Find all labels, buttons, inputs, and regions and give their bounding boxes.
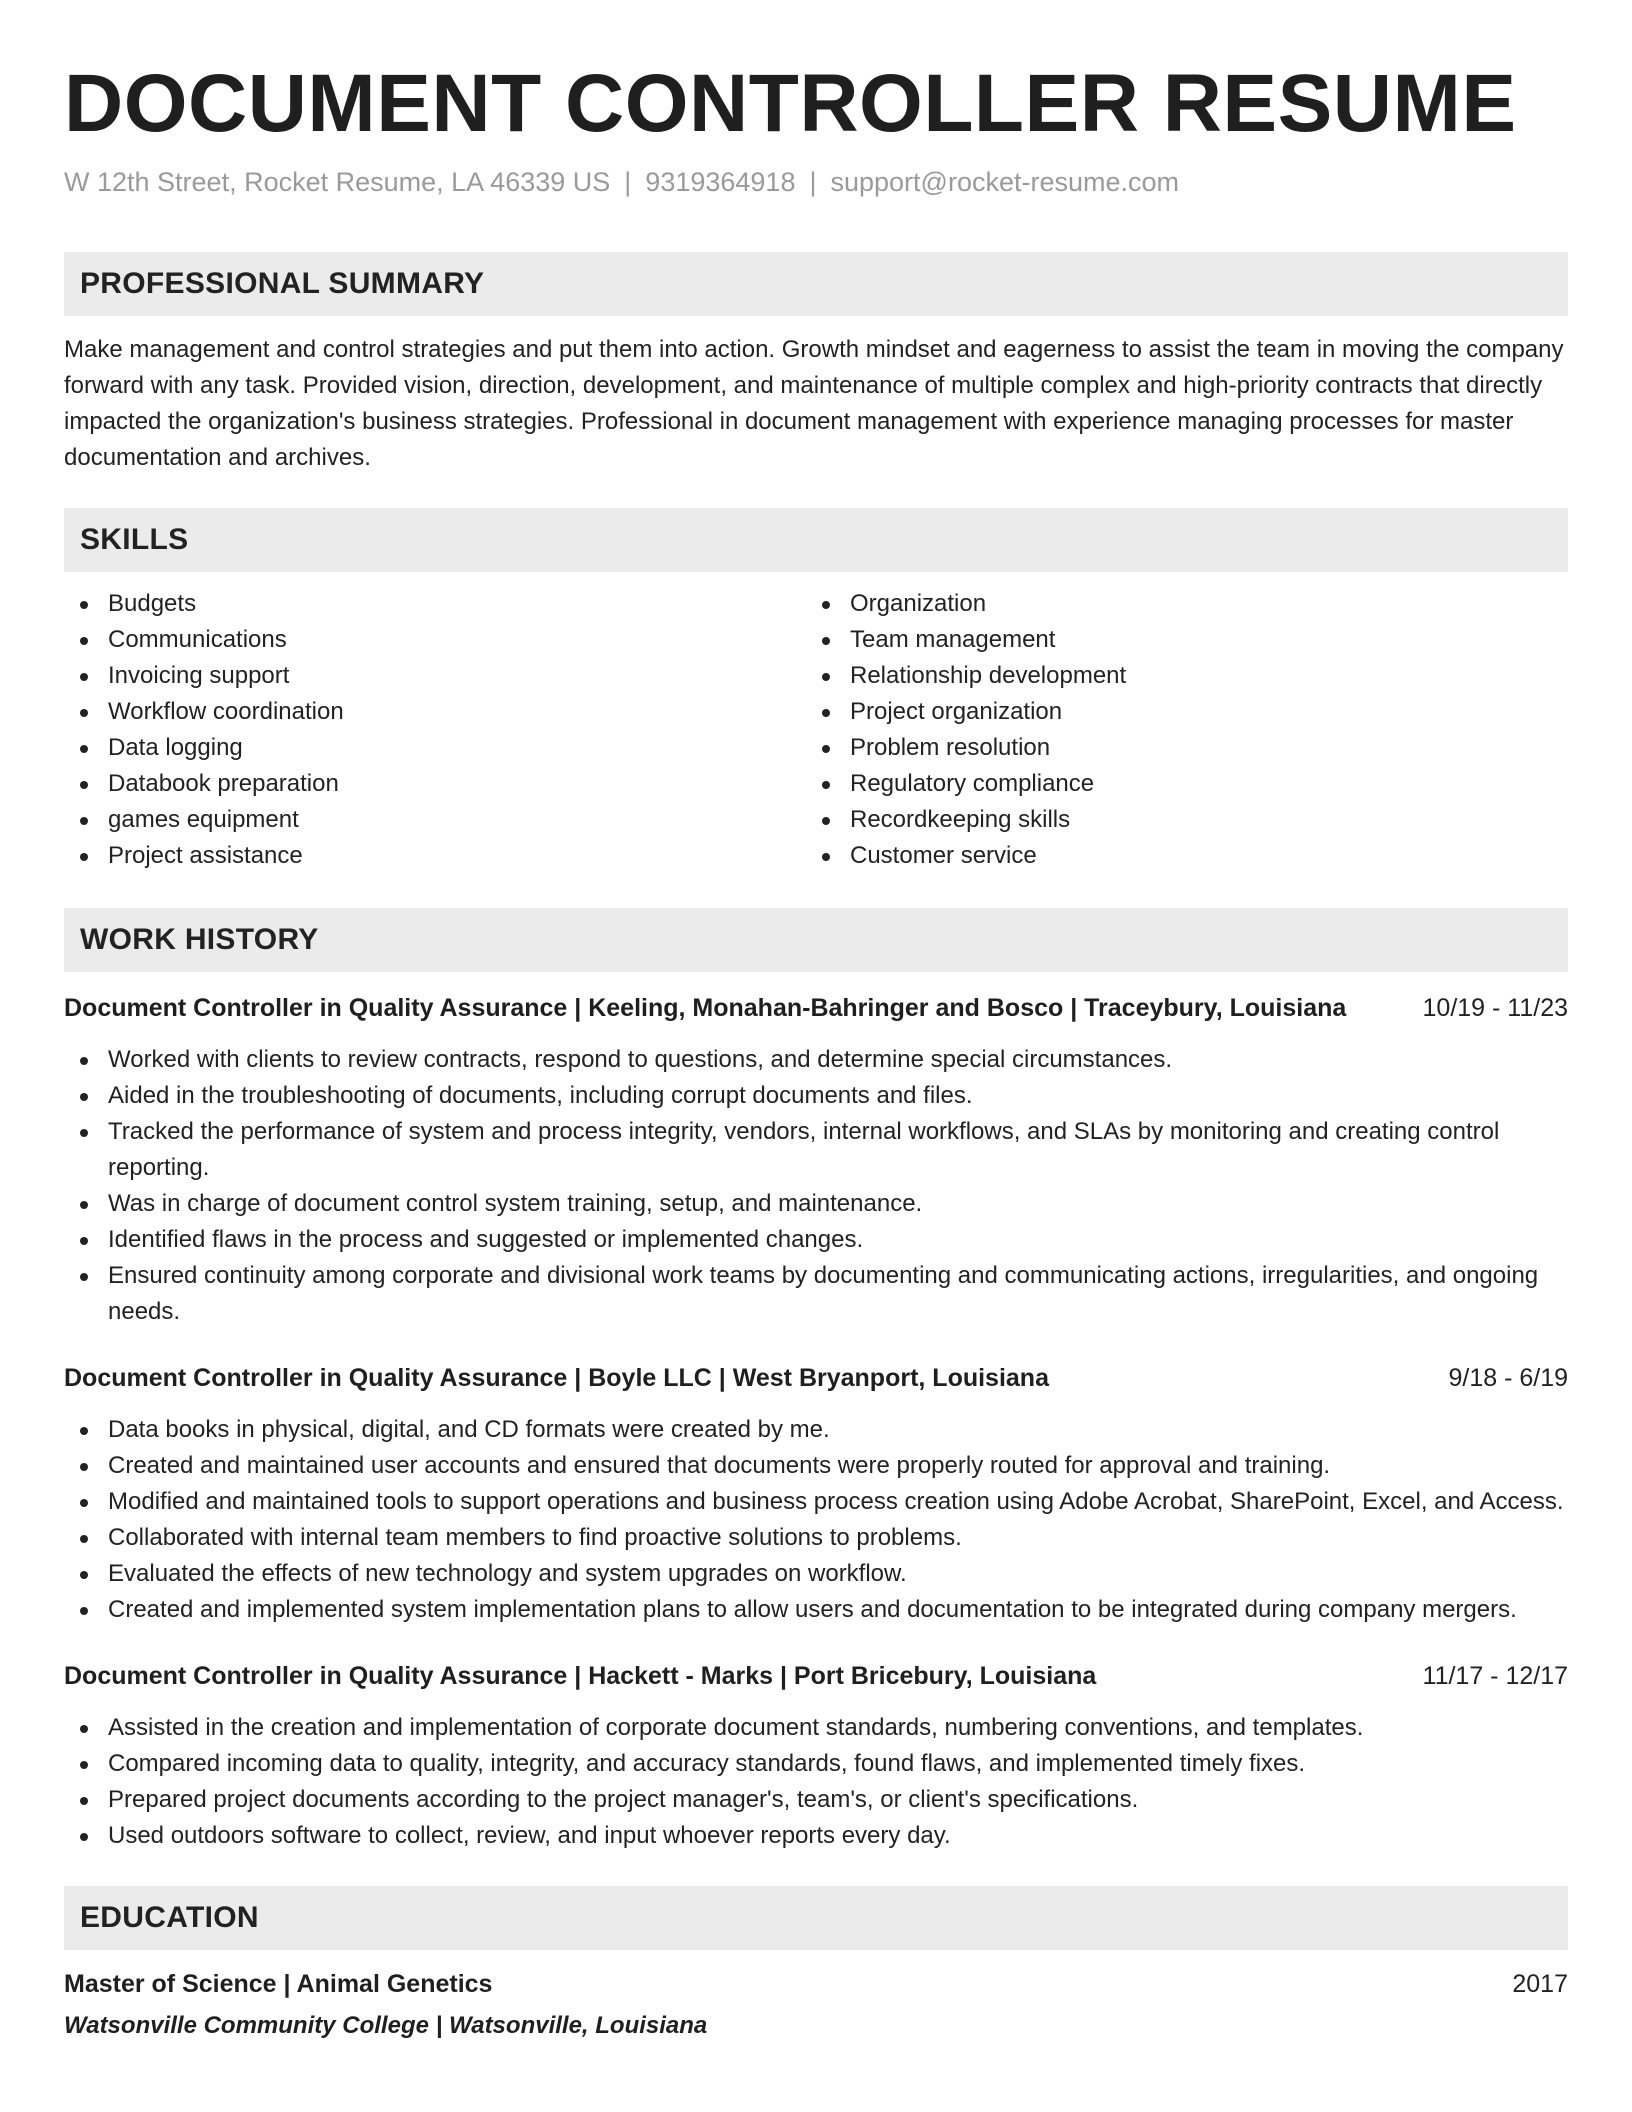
skill-item: Regulatory compliance — [850, 766, 1548, 802]
contact-phone: 9319364918 — [645, 167, 796, 197]
skill-item: Data logging — [108, 730, 806, 766]
job-bullets — [64, 1710, 1568, 1854]
job-header — [64, 1360, 1568, 1396]
skill-item: Workflow coordination — [108, 694, 806, 730]
skill-item: Problem resolution — [850, 730, 1548, 766]
job-entry — [64, 990, 1568, 1330]
job-entry — [64, 1360, 1568, 1628]
education-degree: Master of Science | Animal Genetics — [64, 1970, 493, 1998]
job-bullet: Created and maintained user accounts and ensured that documents were properly routed for approval and training. — [108, 1448, 1568, 1484]
job-bullet: Compared incoming data to quality, integrity, and accuracy standards, found flaws, and implemented timely fixes. — [108, 1746, 1568, 1782]
job-bullet: Used outdoors software to collect, review, and input whoever reports every day. — [108, 1818, 1568, 1854]
job-dates: 9/18 - 6/19 — [1448, 1364, 1568, 1392]
education-entry — [64, 1966, 1568, 2044]
job-bullet: Created and implemented system implementation plans to allow users and documentation to be integrated during company mergers. — [108, 1592, 1568, 1628]
skill-item: Project organization — [850, 694, 1548, 730]
job-bullet: Evaluated the effects of new technology and system upgrades on workflow. — [108, 1556, 1568, 1592]
job-bullets — [64, 1042, 1568, 1330]
skill-item: Communications — [108, 622, 806, 658]
skill-item: Project assistance — [108, 838, 806, 874]
job-entry — [64, 1658, 1568, 1854]
job-bullet: Prepared project documents according to the project manager's, team's, or client's specifications. — [108, 1782, 1568, 1818]
job-bullet: Was in charge of document control system training, setup, and maintenance. — [108, 1186, 1568, 1222]
education-year: 2017 — [1512, 1970, 1568, 1998]
job-bullet: Modified and maintained tools to support operations and business process creation using Adobe Acrobat, SharePoint, Excel, and Access. — [108, 1484, 1568, 1520]
section-header-education: EDUCATION — [64, 1886, 1568, 1950]
job-title: Document Controller in Quality Assurance | Boyle LLC | West Bryanport, Louisiana — [64, 1364, 1049, 1392]
contact-separator: | — [624, 167, 632, 197]
section-header-skills: SKILLS — [64, 508, 1568, 572]
job-bullet: Aided in the troubleshooting of documents, including corrupt documents and files. — [108, 1078, 1568, 1114]
skill-item: Budgets — [108, 586, 806, 622]
job-title: Document Controller in Quality Assurance | Hackett - Marks | Port Bricebury, Louisiana — [64, 1662, 1097, 1690]
job-bullet: Identified flaws in the process and suggested or implemented changes. — [108, 1222, 1568, 1258]
job-title: Document Controller in Quality Assurance | Keeling, Monahan-Bahringer and Bosco | Traceybury, Louisiana — [64, 994, 1347, 1022]
job-header — [64, 990, 1568, 1026]
resume-page — [64, 56, 1568, 2044]
contact-separator: | — [809, 167, 817, 197]
skill-item: Databook preparation — [108, 766, 806, 802]
section-header-work-history: WORK HISTORY — [64, 908, 1568, 972]
job-bullet: Collaborated with internal team members to find proactive solutions to problems. — [108, 1520, 1568, 1556]
job-bullet: Worked with clients to review contracts, respond to questions, and determine special circumstances. — [108, 1042, 1568, 1078]
skill-item: Team management — [850, 622, 1548, 658]
page-title: DOCUMENT CONTROLLER RESUME — [64, 58, 1517, 149]
skill-item: Recordkeeping skills — [850, 802, 1548, 838]
job-header — [64, 1658, 1568, 1694]
skill-item: games equipment — [108, 802, 806, 838]
job-bullet: Tracked the performance of system and process integrity, vendors, internal workflows, and SLAs by monitoring and creating control reporting. — [108, 1114, 1568, 1186]
contact-email: support@rocket-resume.com — [830, 167, 1180, 197]
job-bullet: Assisted in the creation and implementation of corporate document standards, numbering conventions, and templates. — [108, 1710, 1568, 1746]
skill-item: Organization — [850, 586, 1548, 622]
section-header-summary: PROFESSIONAL SUMMARY — [64, 252, 1568, 316]
skill-item: Relationship development — [850, 658, 1548, 694]
contact-address: W 12th Street, Rocket Resume, LA 46339 US — [64, 167, 611, 197]
education-school: Watsonville Community College | Watsonville, Louisiana — [64, 2012, 708, 2039]
skills-column-right — [806, 586, 1548, 874]
job-dates: 11/17 - 12/17 — [1422, 1662, 1568, 1690]
summary-text: Make management and control strategies and put them into action. Growth mindset and eagerness to assist the team in moving the company forward with any task. Provided vision, direction, development, and maintenance of multiple complex and high-priority contracts that directly impacted the organization's business strategies. Professional in document management with experience managing processes for master documentation and archives. — [64, 336, 1564, 471]
education-header — [64, 1966, 1568, 2002]
job-dates: 10/19 - 11/23 — [1422, 994, 1568, 1022]
skill-item: Customer service — [850, 838, 1548, 874]
skills-list — [64, 586, 1568, 874]
skill-item: Invoicing support — [108, 658, 806, 694]
job-bullets — [64, 1412, 1568, 1628]
skills-column-left — [64, 586, 806, 874]
job-bullet: Data books in physical, digital, and CD formats were created by me. — [108, 1412, 1568, 1448]
job-bullet: Ensured continuity among corporate and divisional work teams by documenting and communicating actions, irregularities, and ongoing needs. — [108, 1258, 1568, 1330]
contact-line — [64, 164, 1568, 200]
